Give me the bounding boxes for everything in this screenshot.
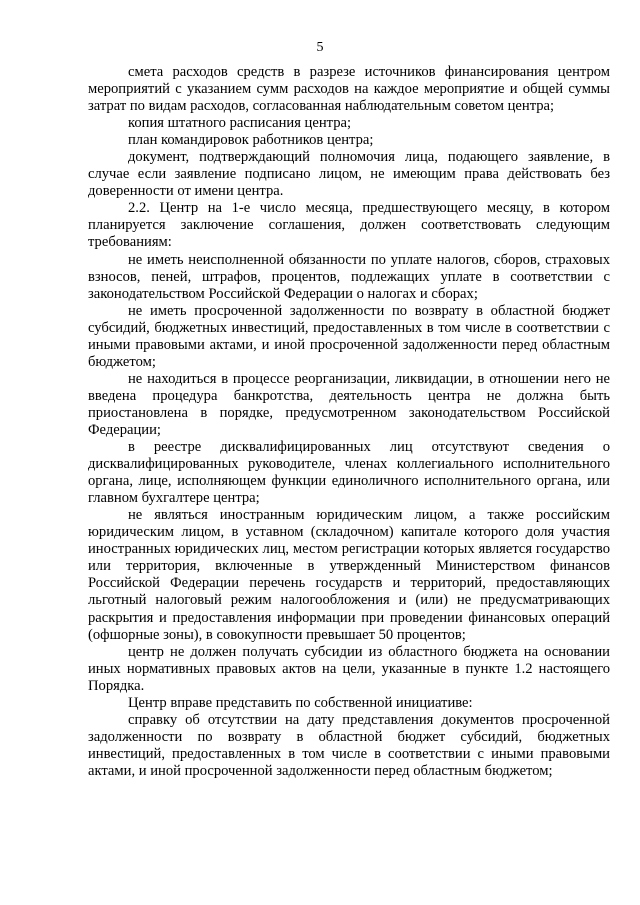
paragraph-disqualified-registry: в реестре дисквалифицированных лиц отсутствуют сведения о дисквалифицированных руководителе, членах коллегиального исполнительного органа, лице, исполняющем функции единоличного исполнительного органа, или главном бухгалтере центра; [88,439,610,507]
paragraph-no-reorganization: не находиться в процессе реорганизации, ликвидации, в отношении него не введена процедура банкротства, деятельность центра не должна быть приостановлена в порядке, предусмотренном законодательством Российской Федерации; [88,370,610,438]
paragraph-optional-submission: Центр вправе представить по собственной инициативе: [128,694,473,711]
paragraph-no-tax-debt: не иметь неисполненной обязанности по уплате налогов, сборов, страховых взносов, пеней, штрафов, процентов, подлежащих уплате в соответствии с законодательством Российской Федерации о налогах и сборах; [88,251,610,302]
document-body [88,64,610,780]
paragraph-authority-document: документ, подтверждающий полномочия лица, подающего заявление, в случае если заявление подписано лицом, не имеющим права действовать без доверенности от имени центра. [88,149,610,200]
paragraph-staff-schedule: копия штатного расписания центра; [128,115,352,132]
paragraph-not-foreign-entity: не являться иностранным юридическим лицом, а также российским юридическим лицом, в уставном (складочном) капитале которого доля участия иностранных юридических лиц, местом регистрации которых является государство или территория, включенные в утвержденный Министерством финансов Российской Федерации перечень государств и территорий, предоставляющих льготный налоговый режим налогообложения и (или) не предусматривающих раскрытия и предоставления информации при проведении финансовых операций (офшорные зоны), в совокупности превышает 50 процентов; [88,507,610,643]
paragraph-no-other-subsidies: центр не должен получать субсидии из областного бюджета на основании иных нормативных правовых актов на цели, указанные в пункте 1.2 настоящего Порядка. [88,643,610,694]
paragraph-no-overdue-debt: не иметь просроченной задолженности по возврату в областной бюджет субсидий, бюджетных инвестиций, предоставленных в том числе в соответствии с иными правовыми актами, и иной просроченной задолженности перед областным бюджетом; [88,302,610,370]
page-number: 5 [316,40,324,55]
paragraph-travel-plan: план командировок работников центра; [128,132,374,149]
paragraph-section-2-2: 2.2. Центр на 1-е число месяца, предшествующего месяцу, в котором планируется заключение соглашения, должен соответствовать следующим требованиям: [88,200,610,251]
paragraph-cost-estimate: смета расходов средств в разрезе источников финансирования центром мероприятий с указанием сумм расходов на каждое мероприятие и общей суммы затрат по видам расходов, согласованная наблюдательным советом центра; [88,64,610,115]
paragraph-debt-certificate: справку об отсутствии на дату представления документов просроченной задолженности по возврату в областной бюджет субсидий, бюджетных инвестиций, предоставленных в том числе в соответствии с иными правовыми актами, и иной просроченной задолженности перед областным бюджетом; [88,711,610,779]
